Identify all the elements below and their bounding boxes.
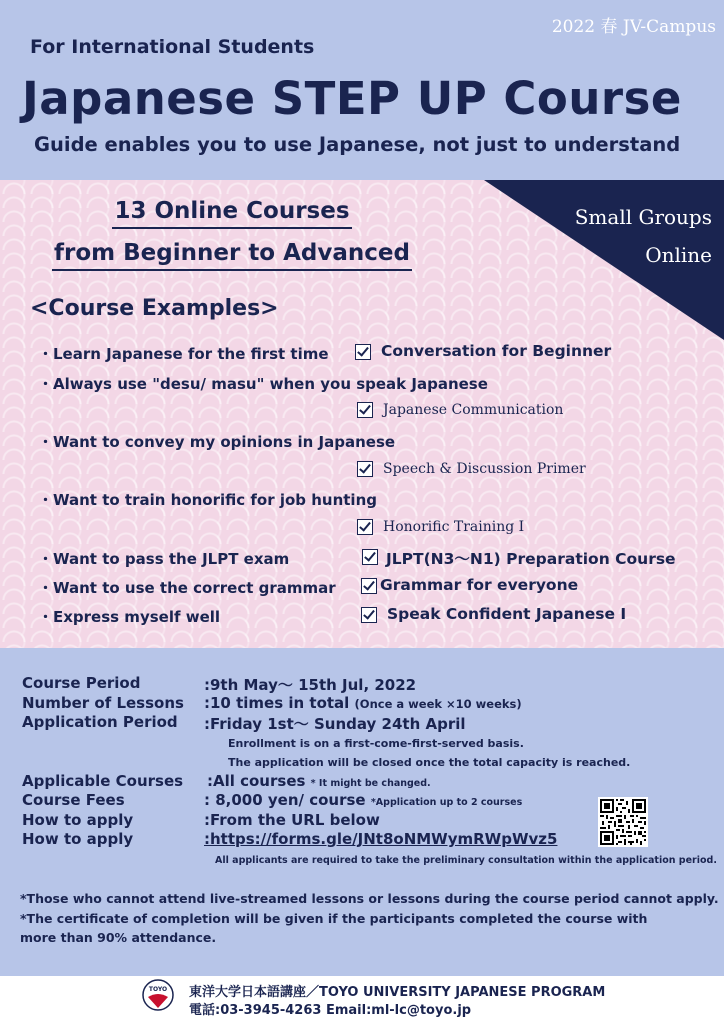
- info-label: How to apply: [22, 830, 134, 848]
- courses-note: * It might be changed.: [310, 778, 431, 789]
- info-value: :From the URL below: [204, 811, 380, 829]
- courses-heading: [42, 193, 422, 277]
- info-label: How to apply: [22, 811, 134, 829]
- lessons-value: :10 times in total: [204, 694, 350, 712]
- example-want: ・Want to convey my opinions in Japanese: [38, 433, 396, 451]
- example-course: Honorific Training Ⅰ: [383, 519, 525, 535]
- example-course: Speech & Discussion Primer: [383, 461, 586, 477]
- badge-line-small-groups: Small Groups: [574, 205, 712, 229]
- consultation-note: All applicants are required to take the preliminary consultation within the application period.: [215, 855, 717, 866]
- example-want: ・Want to use the correct grammar: [38, 579, 336, 597]
- application-url-link[interactable]: :https://forms.gle/JNt8oNMWymRWpWvz5: [204, 830, 558, 848]
- info-label: Number of Lessons: [22, 694, 184, 712]
- checkbox-icon: [362, 549, 378, 565]
- example-course: JLPT(N3～N1) Preparation Course: [386, 550, 676, 568]
- courses-heading-line1: 13 Online Courses: [112, 195, 351, 229]
- checkbox-icon: [357, 402, 373, 418]
- application-note: Enrollment is on a first-come-first-served basis.: [228, 737, 524, 750]
- example-want: ・Want to train honorific for job hunting: [38, 491, 377, 509]
- footnote-certificate-cont: more than 90% attendance.: [20, 930, 217, 945]
- info-value: :9th May～ 15th Jul, 2022: [204, 676, 417, 694]
- example-want: ・Want to pass the JLPT exam: [38, 550, 290, 568]
- audience-subtitle: For International Students: [30, 36, 315, 58]
- info-label: Applicable Courses: [22, 772, 184, 790]
- info-value: [204, 694, 522, 712]
- qr-code-icon[interactable]: [598, 797, 648, 847]
- footnote-eligibility: *Those who cannot attend live-streamed lessons or lessons during the course period cannot apply.: [20, 891, 719, 906]
- logo-text: TOYO: [148, 986, 168, 993]
- example-course: Grammar for everyone: [380, 576, 579, 594]
- example-want: ・Learn Japanese for the first time: [38, 345, 329, 363]
- courses-heading-line2: from Beginner to Advanced: [52, 237, 412, 271]
- checkbox-icon: [361, 578, 377, 594]
- footer-program-name: 東洋大学日本語講座／TOYO UNIVERSITY JAPANESE PROGRAM: [189, 985, 606, 1000]
- footer-contact[interactable]: 電話:03-3945-4263 Email:ml-lc@toyo.jp: [189, 1003, 472, 1018]
- example-want: ・Always use "desu/ masu" when you speak Japanese: [38, 375, 488, 393]
- info-value: [204, 791, 522, 809]
- example-want: ・Express myself well: [38, 608, 221, 626]
- footnote-certificate: *The certificate of completion will be given if the participants completed the course with: [20, 911, 648, 926]
- info-label: Application Period: [22, 713, 178, 731]
- info-label: Course Fees: [22, 791, 125, 809]
- examples-title: <Course Examples>: [30, 296, 279, 321]
- badge-line-online: Online: [645, 243, 712, 267]
- checkbox-icon: [361, 607, 377, 623]
- campus-tag: 2022 春 JV-Campus: [551, 17, 716, 37]
- tagline: Guide enables you to use Japanese, not just to understand: [34, 133, 681, 156]
- example-course: Conversation for Beginner: [381, 342, 612, 360]
- format-badge: [532, 198, 712, 274]
- page-title: Japanese STEP UP Course: [22, 72, 682, 125]
- checkbox-icon: [355, 344, 371, 360]
- info-label: Course Period: [22, 674, 141, 692]
- checkbox-icon: [357, 519, 373, 535]
- info-value: [207, 772, 431, 790]
- example-course: Speak Confident Japanese Ⅰ: [387, 605, 627, 623]
- fees-value: : 8,000 yen/ course: [204, 791, 366, 809]
- courses-value: :All courses: [207, 772, 306, 790]
- fees-note: *Application up to 2 courses: [370, 797, 523, 808]
- toyo-university-logo: [142, 979, 174, 1011]
- checkbox-icon: [357, 461, 373, 477]
- info-value: :Friday 1st～ Sunday 24th April: [204, 715, 466, 733]
- example-course: Japanese Communication: [383, 402, 564, 418]
- lessons-note: (Once a week ×10 weeks): [354, 697, 522, 711]
- application-note: The application will be closed once the total capacity is reached.: [228, 756, 631, 769]
